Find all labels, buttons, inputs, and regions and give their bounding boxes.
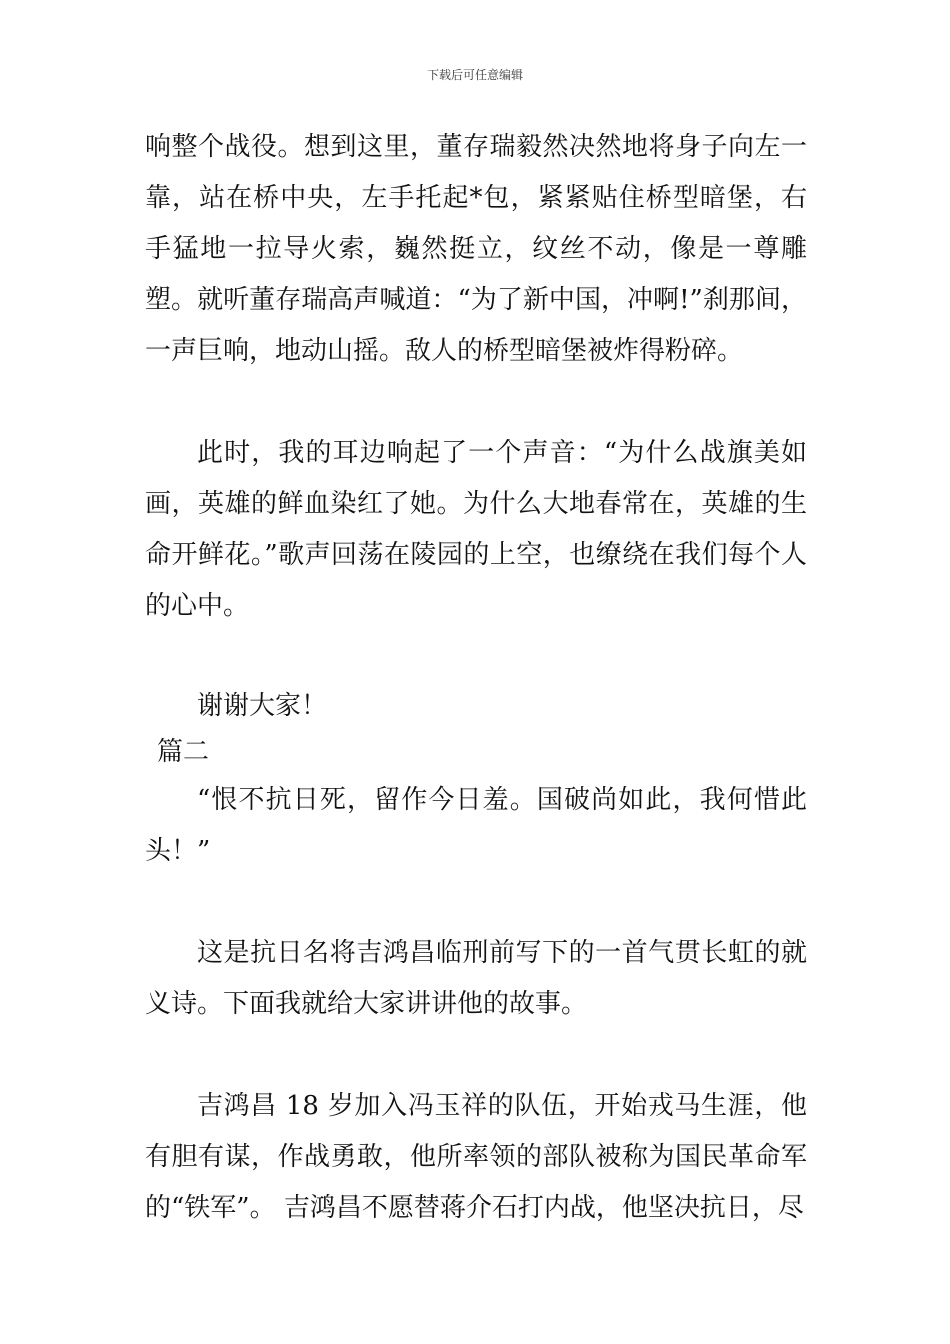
paragraph-spacer <box>145 377 807 428</box>
paragraph-dong-cunrui: 响整个战役。想到这里，董存瑞毅然决然地将身子向左一靠，站在桥中央，左手托起*包，紧紧贴住桥型暗堡，右手猛地一拉导火索，巍然挺立，纹丝不动，像是一尊雕塑。就听董存瑞高声喊道：“为了新中国，冲啊!”刹那间，一声巨响，地动山摇。敌人的桥型暗堡被炸得粉碎。 <box>145 132 807 366</box>
document-body <box>145 122 807 1234</box>
paragraph-ji-hongchang: 吉鸿昌 18 岁加入冯玉祥的队伍，开始戎马生涯，他有胆有谋，作战勇敢，他所率领的部队被称为国民革命军的“铁军”。 吉鸿昌不愿替蒋介石打内战，他坚决抗日，尽 <box>145 1091 807 1223</box>
page-header: 下载后可任意编辑 <box>426 68 523 82</box>
paragraph-spacer <box>145 632 807 683</box>
paragraph-poem-intro: 这是抗日名将吉鸿昌临刑前写下的一首气贯长虹的就义诗。下面我就给大家讲讲他的故事。 <box>145 938 807 1019</box>
paragraph-spacer <box>145 1030 807 1081</box>
paragraph-thanks: 谢谢大家！ <box>197 691 328 721</box>
paragraph-spacer <box>145 877 807 928</box>
section-title: 篇二 <box>157 737 210 767</box>
paragraph-poem: “恨不抗日死，留作今日羞。国破尚如此，我何惜此头！” <box>145 785 807 866</box>
paragraph-song: 此时，我的耳边响起了一个声音：“为什么战旗美如画，英雄的鲜血染红了她。为什么大地春常在，英雄的生命开鲜花。”歌声回荡在陵园的上空，也缭绕在我们每个人的心中。 <box>145 438 807 621</box>
